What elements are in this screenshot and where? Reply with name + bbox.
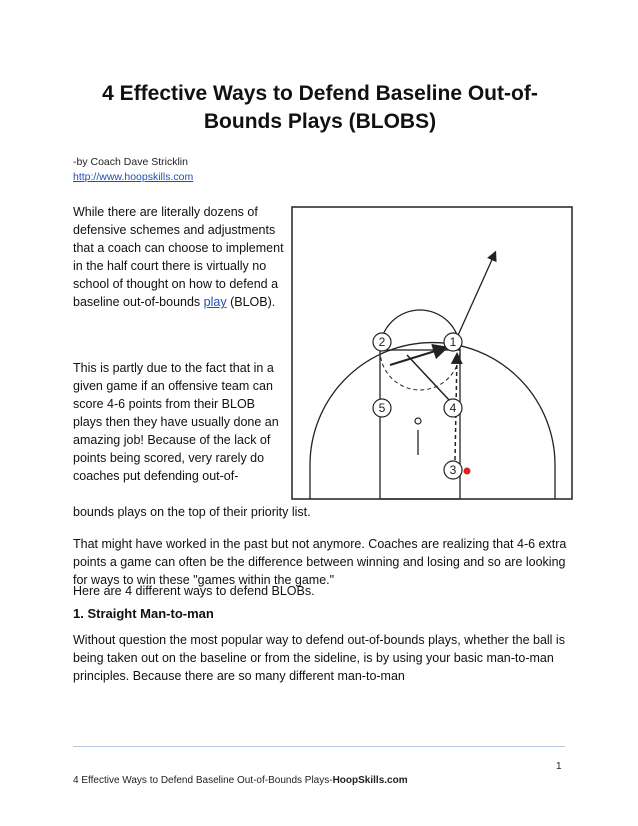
paragraph-5: Without question the most popular way to defend out-of-bounds plays, whether the ball is being taken out on the baseline or from the sideline, is by using your basic man-to-man principles. Because there are so many different man-to-man	[73, 633, 565, 683]
footer-divider	[73, 746, 565, 747]
court-diagram	[290, 205, 575, 505]
screen-line	[407, 355, 450, 401]
play-link[interactable]: play	[203, 295, 227, 309]
player-3-label: 3	[449, 463, 457, 477]
player-2-label: 2	[378, 335, 386, 349]
player-1-label: 1	[449, 335, 457, 349]
cut-arrow-1	[455, 253, 495, 342]
paragraph-2-end: bounds plays on the top of their priority list.	[73, 505, 311, 519]
paragraph-2: This is partly due to the fact that in a given game if an offensive team can score 4-6 points from their BLOB plays then they have usually done an amazing job! Because of the lack of points being scored, very rarely do coaches put defending out-of-	[73, 361, 279, 483]
player-4-label: 4	[449, 401, 457, 415]
website-link[interactable]: http://www.hoopskills.com	[73, 171, 194, 183]
basket-rim	[415, 418, 421, 424]
paragraph-3: That might have worked in the past but not anymore. Coaches are realizing that 4-6 extra points a game can often be the difference between winning and losing and so are looking for ways to win these "games within the game."	[73, 537, 567, 587]
section-heading-straight-man: 1. Straight Man-to-man	[73, 606, 214, 621]
author-line: -by Coach Dave Stricklin	[73, 156, 188, 168]
paragraph-4: Here are 4 different ways to defend BLOBs.	[73, 584, 315, 598]
three-point-arc	[310, 343, 555, 499]
player-5-label: 5	[378, 401, 386, 415]
ball-icon	[464, 468, 471, 475]
intro-paragraph	[73, 203, 288, 311]
page-number: 1	[556, 761, 562, 772]
footer-brand: HoopSkills.com	[332, 775, 408, 786]
intro-text: While there are literally dozens of defensive schemes and adjustments that a coach can choose to implement in the half court there is virtually no school of thought on how to defend a baseline out-of-bounds	[73, 205, 284, 309]
intro-text-end: (BLOB).	[226, 295, 276, 309]
footer-text	[73, 775, 408, 786]
byline	[73, 155, 193, 185]
document-title: 4 Effective Ways to Defend Baseline Out-of-Bounds Plays (BLOBS)	[102, 82, 538, 133]
footer-title: 4 Effective Ways to Defend Baseline Out-of-Bounds Plays-	[73, 775, 333, 786]
